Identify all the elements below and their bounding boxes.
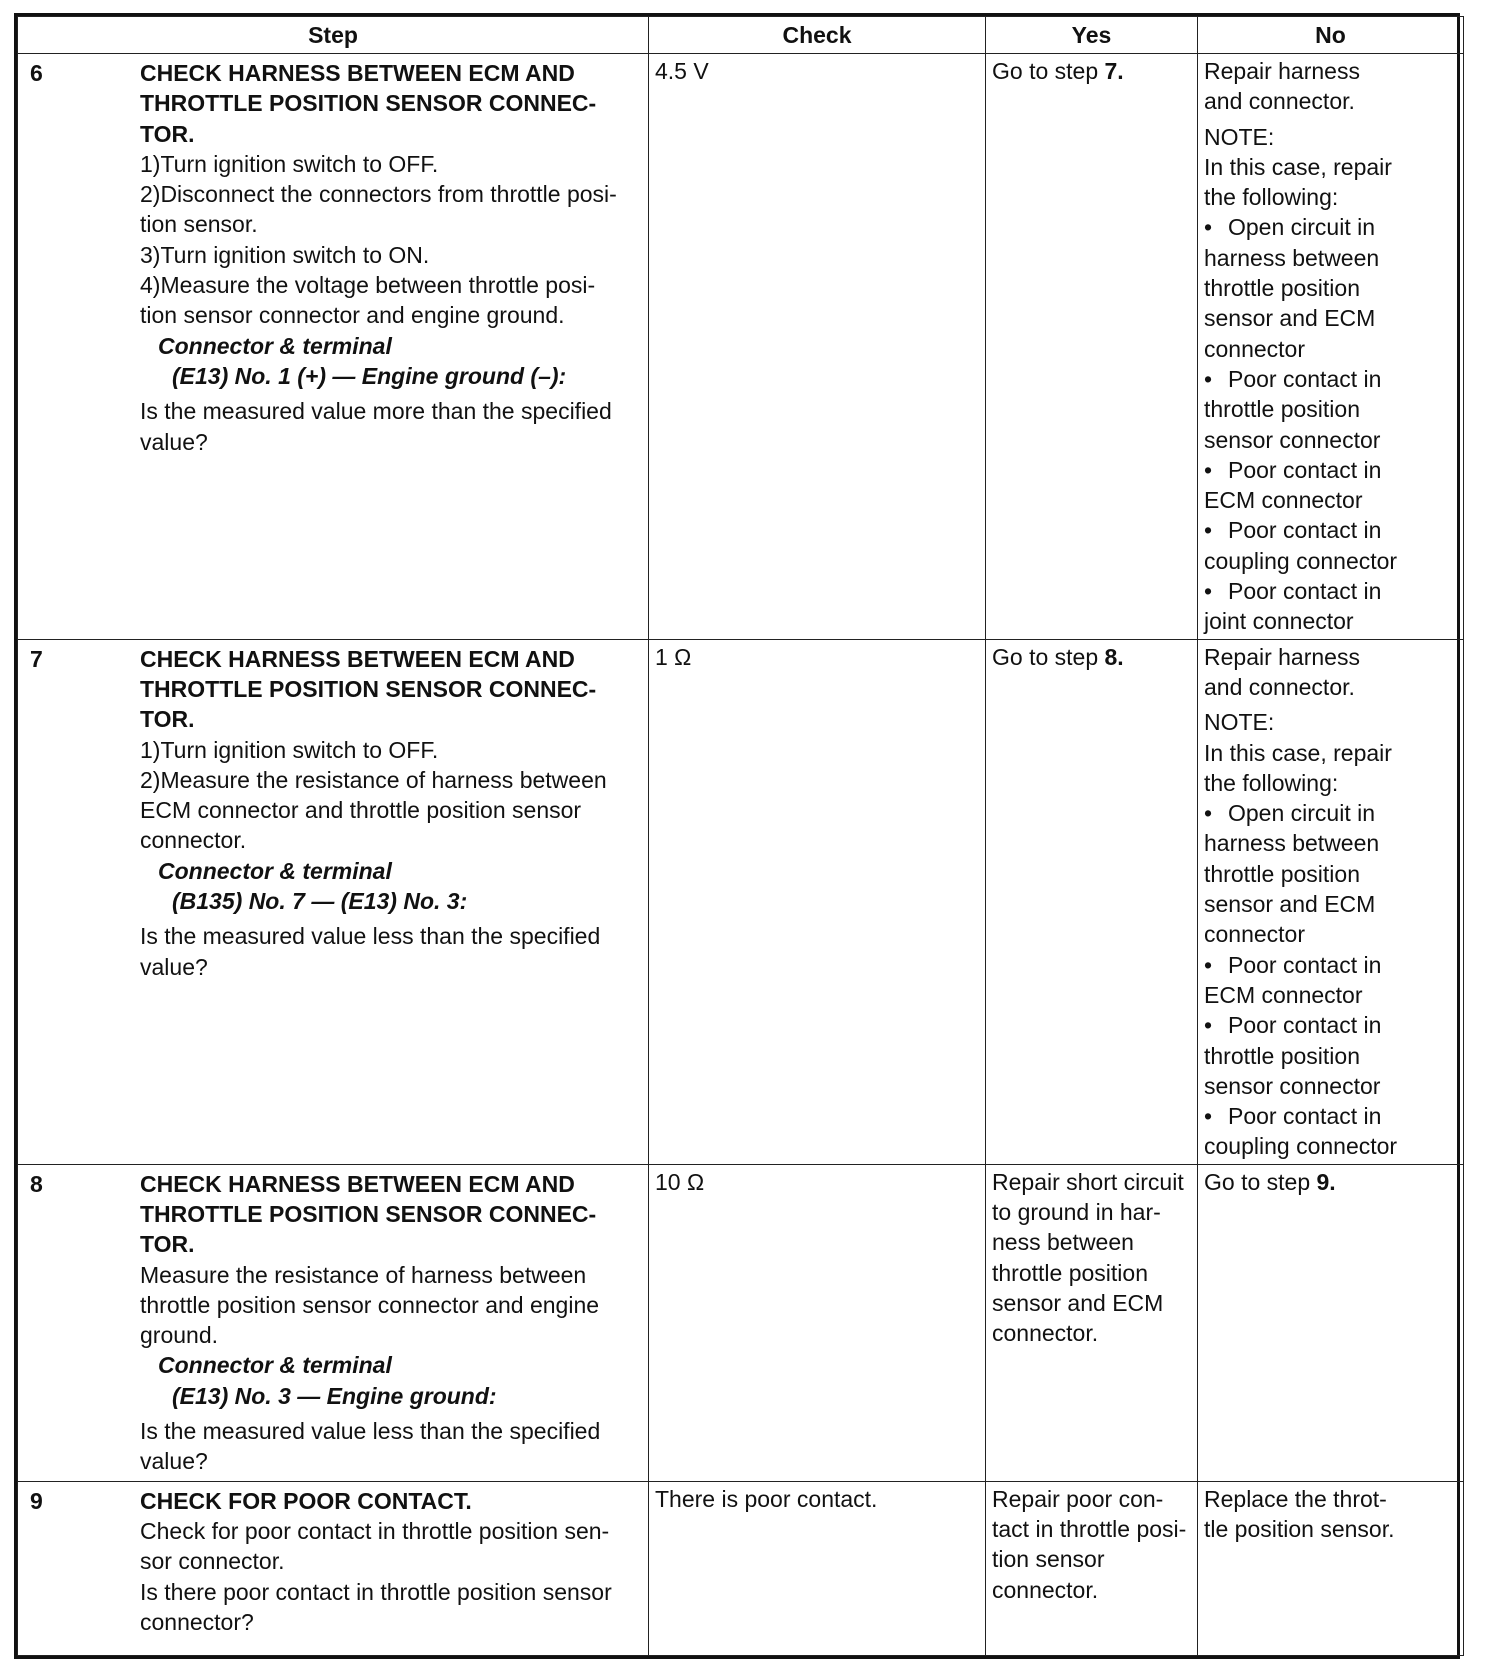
instruction-line: tion sensor connector and engine ground. [140,302,565,329]
no-cell [1198,639,1464,1164]
bullet-line: throttle position [1204,275,1360,302]
yes-step-ref: 8. [1104,643,1124,670]
step-title-line: CHECK HARNESS BETWEEN ECM AND [140,645,575,672]
note-label: NOTE: [1204,123,1275,150]
connector-value: (E13) No. 1 (+) — Engine ground (–): [172,362,567,389]
step-title-line: TOR. [140,706,195,733]
table-row-step-8 [18,1164,1464,1481]
instruction-line: 1)Turn ignition switch to OFF. [140,736,439,763]
bullet-line: • Poor contact in [1204,950,1457,980]
instruction-line: 2)Measure the resistance of harness between [140,766,607,793]
connector-label: Connector & terminal [158,857,392,884]
no-line: and connector. [1204,673,1355,700]
yes-prefix: Go to step [992,643,1105,670]
yes-line: throttle position [992,1259,1148,1286]
step-number: 7 [30,645,43,672]
no-cell [1198,1481,1464,1655]
instruction-line: throttle position sensor connector and engine [140,1291,600,1318]
table-row-step-6 [18,54,1464,640]
bullet-line: • Poor contact in [1204,576,1457,606]
instruction-line: Is there poor contact in throttle position sensor [140,1578,612,1605]
check-cell: 4.5 V [649,54,986,640]
bullet-line: harness between [1204,830,1380,857]
step-number: 8 [30,1170,43,1197]
bullet-line: • Poor contact in [1204,515,1457,545]
check-cell: There is poor contact. [649,1481,986,1655]
step-title-line: THROTTLE POSITION SENSOR CONNEC- [140,1200,597,1227]
check-cell: 1 Ω [649,639,986,1164]
step-title-line: THROTTLE POSITION SENSOR CONNEC- [140,90,597,117]
step-number: 9 [30,1487,43,1514]
instruction-line: 4)Measure the voltage between throttle posi- [140,272,596,299]
note-label: NOTE: [1204,709,1275,736]
bullet-line: • Poor contact in [1204,364,1457,394]
bullet-line: joint connector [1204,608,1354,635]
yes-line: to ground in har- [992,1198,1161,1225]
yes-line: Repair poor con- [992,1485,1164,1512]
step-body [136,642,642,984]
instruction-line: ECM connector and throttle position sensor [140,797,582,824]
step-title-line: TOR. [140,120,195,147]
yes-cell [986,54,1198,640]
table-row-step-9 [18,1481,1464,1655]
no-step-ref: 9. [1316,1168,1336,1195]
step-title-line: CHECK FOR POOR CONTACT. [140,1487,472,1514]
diagnostic-table-frame [14,13,1460,1659]
bullet-line: throttle position [1204,1042,1360,1069]
header-yes: Yes [986,17,1198,54]
yes-cell [986,1481,1198,1655]
instruction-line: connector? [140,1608,254,1635]
bullet-line: throttle position [1204,396,1360,423]
yes-line: tact in throttle posi- [992,1515,1187,1542]
bullet-line: • Open circuit in [1204,212,1457,242]
step-body [136,1484,642,1639]
question-line: Is the measured value less than the specified [140,1418,601,1445]
connector-value: (B135) No. 7 — (E13) No. 3: [172,888,468,915]
no-prefix: Go to step [1204,1168,1317,1195]
connector-label: Connector & terminal [158,1352,392,1379]
instruction-line: sor connector. [140,1548,285,1575]
note-line: the following: [1204,769,1339,796]
header-row [18,17,1464,54]
bullet-line: coupling connector [1204,547,1398,574]
table-row-step-7 [18,639,1464,1164]
question-line: Is the measured value more than the specified [140,398,612,425]
no-cell [1198,54,1464,640]
diagnostic-table [17,16,1464,1656]
no-line: Repair harness [1204,58,1360,84]
question-line: Is the measured value less than the specified [140,923,601,950]
step-cell [18,54,649,640]
no-line: Repair harness [1204,643,1360,670]
step-title-line: CHECK HARNESS BETWEEN ECM AND [140,1170,575,1197]
question-line: value? [140,1448,208,1475]
instruction-line: 3)Turn ignition switch to ON. [140,241,430,268]
bullet-line: • Poor contact in [1204,1010,1457,1040]
yes-line: connector. [992,1320,1099,1347]
instruction-line: 1)Turn ignition switch to OFF. [140,150,439,177]
no-cell [1198,1164,1464,1481]
no-line: tle position sensor. [1204,1515,1395,1542]
yes-line: connector. [992,1576,1099,1603]
yes-line: Repair short circuit [992,1168,1184,1195]
header-no: No [1198,17,1464,54]
note-line: In this case, repair [1204,739,1392,766]
bullet-line: sensor connector [1204,1072,1381,1099]
instruction-line: connector. [140,827,247,854]
bullet-line: sensor and ECM [1204,891,1376,918]
bullet-line: ECM connector [1204,487,1363,514]
step-title-line: THROTTLE POSITION SENSOR CONNEC- [140,675,597,702]
yes-line: ness between [992,1229,1134,1256]
yes-cell [986,1164,1198,1481]
question-line: value? [140,953,208,980]
yes-step-ref: 7. [1104,58,1124,84]
instruction-line: Measure the resistance of harness between [140,1261,587,1288]
yes-line: tion sensor [992,1546,1105,1573]
connector-label: Connector & terminal [158,332,392,359]
step-cell [18,1481,649,1655]
instruction-line: ground. [140,1322,219,1349]
note-line: the following: [1204,184,1339,211]
check-cell: 10 Ω [649,1164,986,1481]
header-check: Check [649,17,986,54]
instruction-line: tion sensor. [140,211,258,238]
bullet-line: • Poor contact in [1204,455,1457,485]
bullet-line: ECM connector [1204,981,1363,1008]
yes-prefix: Go to step [992,58,1105,84]
step-title-line: CHECK HARNESS BETWEEN ECM AND [140,60,575,86]
bullet-line: coupling connector [1204,1133,1398,1160]
step-number: 6 [30,60,43,86]
note-line: In this case, repair [1204,153,1392,180]
step-cell [18,1164,649,1481]
bullet-line: sensor and ECM [1204,305,1376,332]
connector-value: (E13) No. 3 — Engine ground: [172,1382,497,1409]
bullet-line: connector [1204,921,1306,948]
step-body [136,1167,642,1479]
instruction-line: Check for poor contact in throttle position sen- [140,1517,610,1544]
bullet-line: harness between [1204,244,1380,271]
bullet-line: • Open circuit in [1204,798,1457,828]
step-cell [18,639,649,1164]
yes-cell [986,639,1198,1164]
bullet-line: connector [1204,335,1306,362]
header-step: Step [18,17,649,54]
no-line: Replace the throt- [1204,1485,1387,1512]
bullet-line: • Poor contact in [1204,1101,1457,1131]
no-line: and connector. [1204,88,1355,115]
instruction-line: 2)Disconnect the connectors from throttle posi- [140,181,617,208]
bullet-line: sensor connector [1204,426,1381,453]
step-title-line: TOR. [140,1231,195,1258]
yes-line: sensor and ECM [992,1289,1164,1316]
step-body [136,56,642,459]
question-line: value? [140,428,208,455]
bullet-line: throttle position [1204,860,1360,887]
